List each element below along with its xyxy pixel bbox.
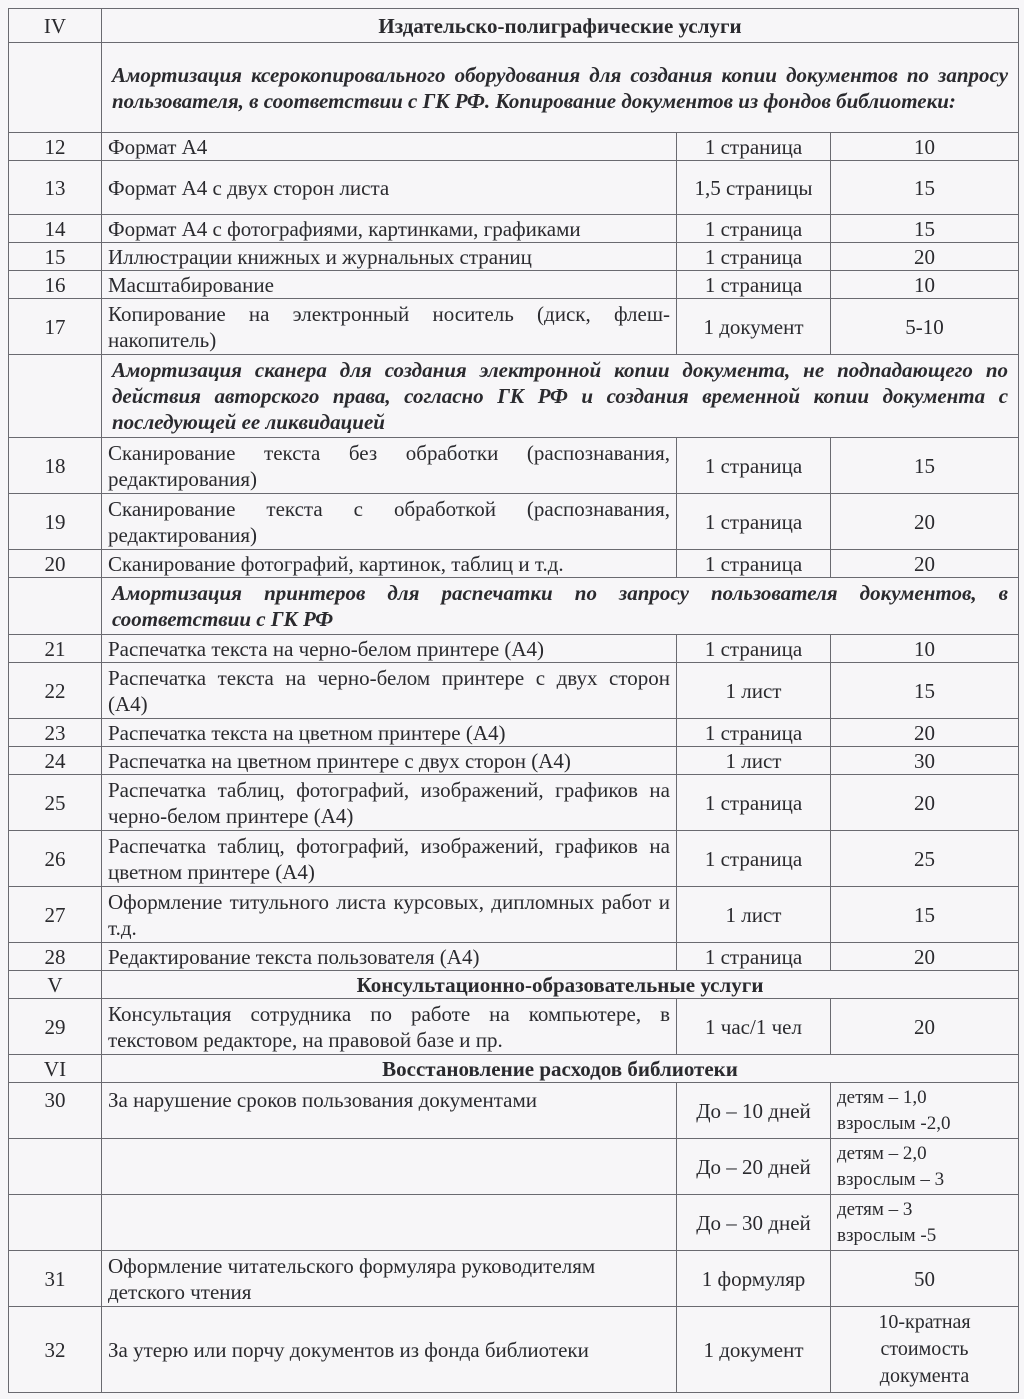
- section-header: [9, 971, 1019, 999]
- section-title: Консультационно-образовательные услуги: [102, 971, 1019, 999]
- row-desc: Распечатка текста на черно-белом принтере с двух сторон (А4): [102, 663, 677, 719]
- row-num: 26: [9, 831, 102, 887]
- row-unit: 1 документ: [677, 299, 831, 355]
- row-unit: До – 10 дней: [677, 1083, 831, 1139]
- table-row: [9, 271, 1019, 299]
- row-unit: 1 страница: [677, 243, 831, 271]
- table-row: [9, 775, 1019, 831]
- row-price: [831, 1195, 1019, 1251]
- table-row: [9, 635, 1019, 663]
- table-row: [9, 747, 1019, 775]
- row-unit: 1 лист: [677, 747, 831, 775]
- row-desc: Формат А4: [102, 133, 677, 161]
- section-header: [9, 1055, 1019, 1083]
- row-price: 20: [831, 943, 1019, 971]
- row-desc: Распечатка на цветном принтере с двух сторон (А4): [102, 747, 677, 775]
- row-num: 25: [9, 775, 102, 831]
- row-unit: 1 страница: [677, 775, 831, 831]
- section-num: IV: [9, 9, 102, 43]
- row-desc: Распечатка текста на цветном принтере (А4): [102, 719, 677, 747]
- table-row: [9, 243, 1019, 271]
- price-adults: взрослым – 3: [837, 1168, 945, 1190]
- row-unit: 1 страница: [677, 719, 831, 747]
- row-unit: 1 страница: [677, 943, 831, 971]
- price-adults: взрослым -5: [837, 1224, 937, 1246]
- row-unit: 1 страница: [677, 133, 831, 161]
- row-price: 20: [831, 550, 1019, 578]
- row-desc: Распечатка таблиц, фотографий, изображений, графиков на черно-белом принтере (А4): [102, 775, 677, 831]
- table-row: [9, 1083, 1019, 1139]
- row-desc: Распечатка текста на черно-белом принтере (А4): [102, 635, 677, 663]
- row-unit: 1 формуляр: [677, 1251, 831, 1307]
- table-row: [9, 831, 1019, 887]
- row-unit: 1 страница: [677, 494, 831, 550]
- table-row: [9, 161, 1019, 215]
- row-unit: 1 страница: [677, 635, 831, 663]
- row-desc: Масштабирование: [102, 271, 677, 299]
- row-desc: Оформление титульного листа курсовых, дипломных работ и т.д.: [102, 887, 677, 943]
- table-row: [9, 887, 1019, 943]
- table-row: [9, 550, 1019, 578]
- row-num: 29: [9, 999, 102, 1055]
- row-num: 24: [9, 747, 102, 775]
- row-desc: Формат А4 с фотографиями, картинками, графиками: [102, 215, 677, 243]
- row-price: 10: [831, 635, 1019, 663]
- table-row: [9, 215, 1019, 243]
- row-price: 20: [831, 999, 1019, 1055]
- row-desc: Оформление читательского формуляра руководителям детского чтения: [102, 1251, 677, 1307]
- price-children: детям – 3: [837, 1198, 913, 1220]
- section-num: V: [9, 971, 102, 999]
- row-desc: Формат А4 с двух сторон листа: [102, 161, 677, 215]
- row-unit: 1,5 страницы: [677, 161, 831, 215]
- row-num: 17: [9, 299, 102, 355]
- row-desc: Сканирование текста с обработкой (распознавания, редактирования): [102, 494, 677, 550]
- table-row: [9, 133, 1019, 161]
- row-desc: Иллюстрации книжных и журнальных страниц: [102, 243, 677, 271]
- price-children: детям – 1,0: [837, 1086, 927, 1108]
- subheader-row: [9, 578, 1019, 635]
- section-title: Восстановление расходов библиотеки: [102, 1055, 1019, 1083]
- row-price: 10: [831, 133, 1019, 161]
- row-price: [831, 1139, 1019, 1195]
- table-row: [9, 663, 1019, 719]
- row-price: 15: [831, 161, 1019, 215]
- row-unit: 1 страница: [677, 831, 831, 887]
- row-unit: До – 20 дней: [677, 1139, 831, 1195]
- row-price: 5-10: [831, 299, 1019, 355]
- row-num: 28: [9, 943, 102, 971]
- row-desc: Распечатка таблиц, фотографий, изображений, графиков на цветном принтере (А4): [102, 831, 677, 887]
- row-price: 20: [831, 719, 1019, 747]
- row-price: 20: [831, 494, 1019, 550]
- row-desc: Редактирование текста пользователя (А4): [102, 943, 677, 971]
- section-header: [9, 9, 1019, 43]
- row-desc: Копирование на электронный носитель (диск, флеш-накопитель): [102, 299, 677, 355]
- subheader-copy: Амортизация ксерокопировального оборудования для создания копии документов по запросу пользователя, в соответствии с ГК РФ. Копирование документов из фондов библиотеки:: [102, 43, 1019, 133]
- table-row: [9, 1139, 1019, 1195]
- row-num: 19: [9, 494, 102, 550]
- row-num: 15: [9, 243, 102, 271]
- section-title: Издательско-полиграфические услуги: [102, 9, 1019, 43]
- row-price: 50: [831, 1251, 1019, 1307]
- section-num: VI: [9, 1055, 102, 1083]
- row-price: [831, 1083, 1019, 1139]
- row-price: 10: [831, 271, 1019, 299]
- row-num: 22: [9, 663, 102, 719]
- row-num: 31: [9, 1251, 102, 1307]
- row-desc: За утерю или порчу документов из фонда библиотеки: [102, 1307, 677, 1393]
- price-table: [8, 8, 1019, 1393]
- table-row: [9, 494, 1019, 550]
- row-unit: 1 страница: [677, 215, 831, 243]
- row-price: 25: [831, 831, 1019, 887]
- table-row: [9, 1195, 1019, 1251]
- row-price: 15: [831, 887, 1019, 943]
- row-num: 18: [9, 438, 102, 494]
- row-price: 10-кратная стоимость документа: [831, 1307, 1019, 1393]
- row-unit: 1 документ: [677, 1307, 831, 1393]
- row-unit: 1 лист: [677, 887, 831, 943]
- table-row: [9, 438, 1019, 494]
- price-children: детям – 2,0: [837, 1142, 927, 1164]
- row-num: 13: [9, 161, 102, 215]
- table-row: [9, 999, 1019, 1055]
- row-price: 20: [831, 775, 1019, 831]
- row-num: 27: [9, 887, 102, 943]
- subheader-row: [9, 355, 1019, 438]
- table-row: [9, 943, 1019, 971]
- row-price: 30: [831, 747, 1019, 775]
- row-num: 32: [9, 1307, 102, 1393]
- table-row: [9, 299, 1019, 355]
- row-desc: За нарушение сроков пользования документами: [102, 1083, 677, 1139]
- row-num: 12: [9, 133, 102, 161]
- row-num: 30: [9, 1083, 102, 1139]
- row-num: 14: [9, 215, 102, 243]
- row-unit: 1 лист: [677, 663, 831, 719]
- row-unit: 1 час/1 чел: [677, 999, 831, 1055]
- row-price: 15: [831, 438, 1019, 494]
- table-row: [9, 1251, 1019, 1307]
- row-num: 23: [9, 719, 102, 747]
- row-num: 16: [9, 271, 102, 299]
- price-adults: взрослым -2,0: [837, 1112, 951, 1134]
- row-num: 21: [9, 635, 102, 663]
- row-desc: Сканирование текста без обработки (распознавания, редактирования): [102, 438, 677, 494]
- row-desc: Консультация сотрудника по работе на компьютере, в текстовом редакторе, на правовой базе и пр.: [102, 999, 677, 1055]
- row-price: 20: [831, 243, 1019, 271]
- subheader-row: [9, 43, 1019, 133]
- row-price: 15: [831, 663, 1019, 719]
- row-unit: 1 страница: [677, 438, 831, 494]
- row-price: 15: [831, 215, 1019, 243]
- table-row: [9, 1307, 1019, 1393]
- row-desc: Сканирование фотографий, картинок, таблиц и т.д.: [102, 550, 677, 578]
- row-unit: 1 страница: [677, 550, 831, 578]
- subheader-print: Амортизация принтеров для распечатки по запросу пользователя документов, в соответствии с ГК РФ: [102, 578, 1019, 635]
- row-num: 20: [9, 550, 102, 578]
- table-row: [9, 719, 1019, 747]
- row-unit: До – 30 дней: [677, 1195, 831, 1251]
- subheader-scan: Амортизация сканера для создания электронной копии документа, не подпадающего по действия авторского права, согласно ГК РФ и создания временной копии документа с последующей ее ликвидацией: [102, 355, 1019, 438]
- row-unit: 1 страница: [677, 271, 831, 299]
